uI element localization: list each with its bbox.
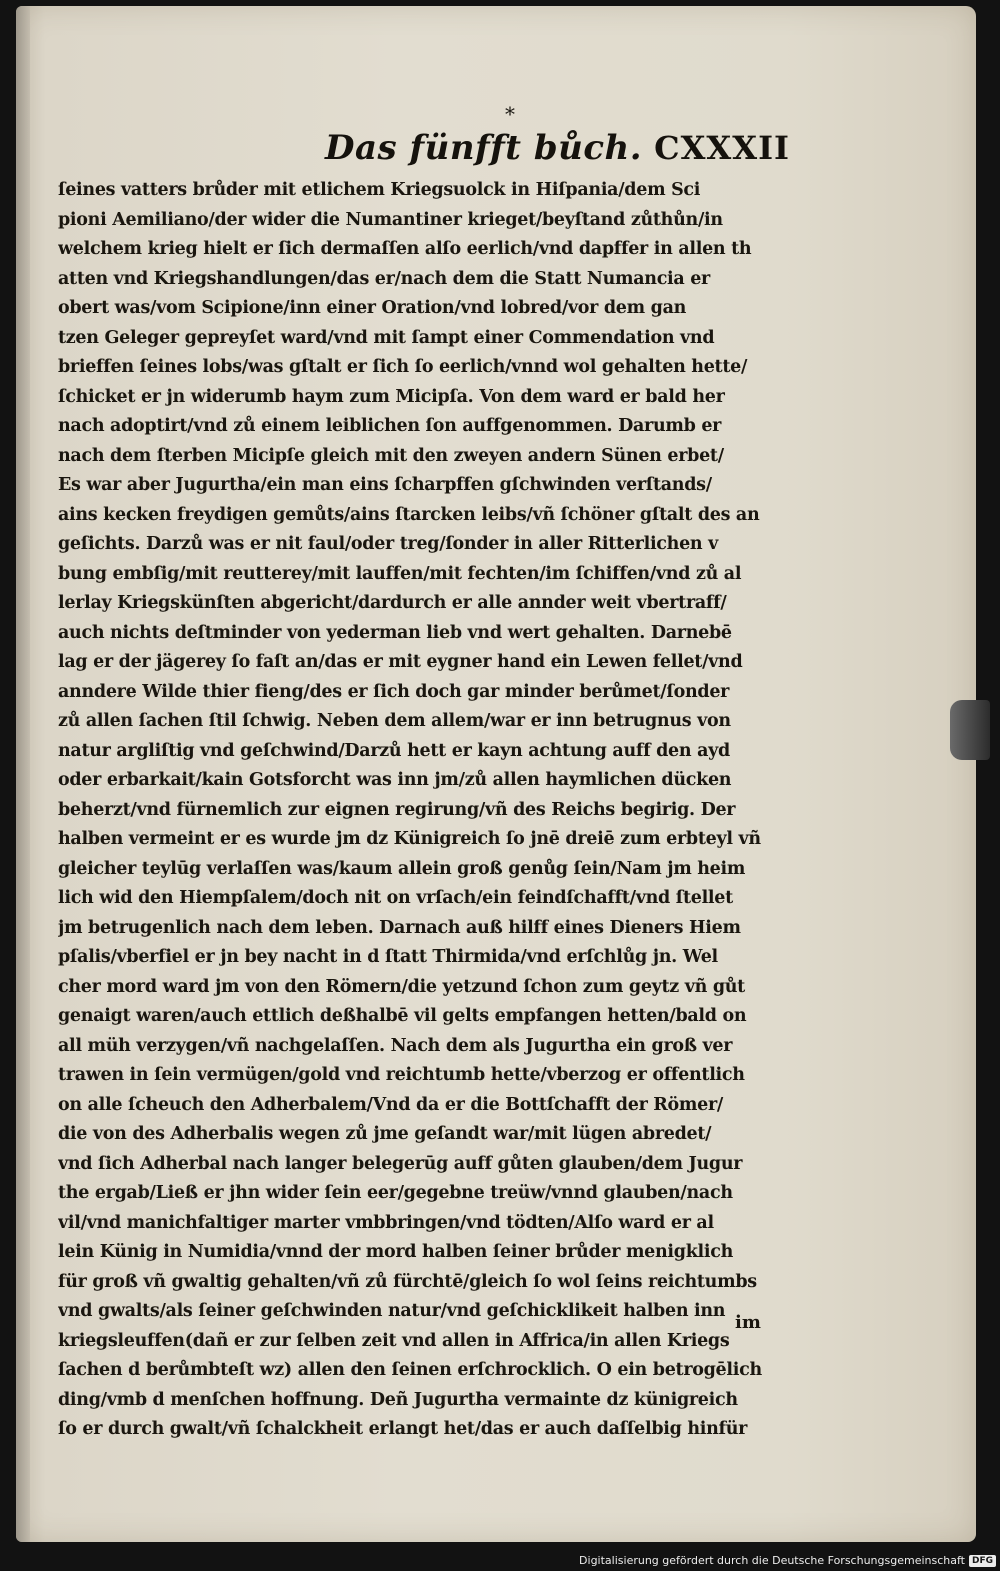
text-line: genaigt waren/auch ettlich deßhalbē vil gelts empfangen hetten/bald on [58,1006,747,1026]
text-line: die von des Adherbalis wegen zů jme geſandt war/mit lügen abredet/ [58,1124,712,1144]
page-gutter-shadow [16,6,30,1542]
text-line: ſchicket er jn widerumb haym zum Micipſa. Von dem ward er bald her [58,386,725,407]
text-line: all müh verzygen/vñ nachgelaſſen. Nach dem als Jugurtha ein groß ver [58,1035,733,1056]
text-line: tzen Geleger gepreyſet ward/vnd mit ſampt einer Commendation vnd [58,327,715,348]
text-line: ſo er durch gwalt/vñ ſchalckheit erlangt het/das er auch daſſelbig hinfür [58,1419,748,1439]
text-line: bung embſig/mit reutterey/mit lauffen/mit fechten/im ſchiffen/vnd zů al [58,563,742,584]
text-line: vil/vnd manichfaltiger marter vmbbringen/vnd tödten/Alſo ward er al [58,1212,714,1233]
text-line: anndere Wilde thier fieng/des er ſich doch gar minder berůmet/ſonder [58,681,730,702]
text-line: zů allen ſachen ſtil ſchwig. Neben dem allem/war er inn betrugnus von [58,711,731,731]
text-line: lein Künig in Numidia/vnnd der mord halben ſeiner brůder menigklich [58,1242,734,1262]
text-line: vnd ſich Adherbal nach langer belegerūg auff gůten glauben/dem Jugur [58,1153,743,1174]
catchword: im [735,1312,761,1333]
text-line: oder erbarkait/kain Gotsforcht was inn jm/zů allen haymlichen dücken [58,770,732,790]
text-line: lich wid den Hiempſalem/doch nit on vrſach/ein feindſchafft/vnd ſtellet [58,888,733,908]
text-line: ains kecken freydigen gemůts/ains ſtarcken leibs/vñ ſchöner gſtalt des an [58,504,760,525]
text-line: welchem krieg hielt er ſich dermaſſen alſo eerlich/vnd dapffer in allen th [58,239,752,259]
text-line: trawen in ſein vermügen/gold vnd reichtumb hette/vberzog er offentlich [58,1065,745,1085]
credit-text: Digitalisierung gefördert durch die Deutsche Forschungsgemeinschaft [579,1554,965,1567]
dfg-logo-icon: DFG [969,1555,996,1567]
text-line: cher mord ward jm von den Römern/die yetzund ſchon zum geytz vñ gůt [58,976,745,997]
text-line: ſeines vatters brůder mit etlichem Kriegsuolck in Hiſpania/dem Sci [58,180,701,200]
text-line: jm betrugenlich nach dem leben. Darnach auß hilff eines Dieners Hiem [58,917,741,938]
text-line: kriegsleuffen(dañ er zur ſelben zeit vnd allen in Affrica/in allen Kriegs [58,1330,730,1351]
text-line: brieffen ſeines lobs/was gſtalt er ſich ſo eerlich/vnnd wol gehalten hette/ [58,357,748,377]
text-line: pioni Aemiliano/der wider die Numantiner krieget/beyſtand zůthůn/in [58,209,723,230]
body-text [58,176,778,1445]
text-line: lag er der jägerey ſo faſt an/das er mit eygner hand ein Lewen fellet/vnd [58,652,743,672]
text-line: nach adoptirt/vnd zů einem leiblichen ſon auffgenommen. Darumb er [58,416,722,436]
running-title: Das fünfft bůch. [325,128,643,168]
text-line: lerlay Kriegskünſten abgericht/dardurch er alle annder weit vbertraff/ [58,593,727,613]
text-line: Es war aber Jugurtha/ein man eins ſcharpffen gſchwinden verſtands/ [58,475,712,495]
text-line: vnd gwalts/als ſeiner geſchwinden natur/vnd geſchicklikeit halben inn [58,1301,726,1321]
text-line: natur argliſtig vnd geſchwind/Darzů hett er kayn achtung auff den ayd [58,740,730,761]
text-line: obert was/vom Scipione/inn einer Oration/vnd lobred/vor dem gan [58,298,687,318]
text-line: ſachen d berůmbteſt wz) allen den ſeinen erſchrocklich. O ein betrogēlich [58,1360,762,1380]
text-line: nach dem ſterben Micipſe gleich mit den zweyen andern Sünen erbet/ [58,445,724,466]
text-line: geſichts. Darzů was er nit faul/oder treg/ſonder in aller Ritterlichen v [58,534,718,554]
text-line: on alle ſcheuch den Adherbalem/Vnd da er die Bottſchafft der Römer/ [58,1094,723,1115]
running-header [325,128,790,174]
folio-number: CXXXII [654,129,790,167]
text-line: ding/vmb d menſchen hoffnung. Deñ Jugurtha vermainte dz künigreich [58,1389,738,1410]
text-line: gleicher teylūg verlaſſen was/kaum allein groß genůg ſein/Nam jm heim [58,858,746,879]
text-line: für groß vñ gwaltig gehalten/vñ zů fürchtē/gleich ſo wol ſeins reichtumbs [58,1271,757,1292]
text-line: auch nichts deſtminder von yederman lieb vnd wert gehalten. Darnebē [58,622,732,643]
text-line: atten vnd Kriegshandlungen/das er/nach dem die Statt Numancia er [58,268,710,289]
text-line: halben vermeint er es wurde jm dz Künigreich ſo jnē dreiē zum erbteyl vñ [58,829,761,849]
text-line: the ergab/Ließ er jhn wider ſein eer/gegebne treüw/vnnd glauben/nach [58,1183,733,1203]
text-line: pſalis/vberfiel er jn bey nacht in d ſtatt Thirmida/vnd erſchlůg jn. Wel [58,947,718,967]
signature-mark: * [505,102,515,126]
digitization-credit [579,1554,996,1567]
text-line: beherzt/vnd fürnemlich zur eignen regirung/vñ des Reichs begirig. Der [58,799,736,820]
book-clamp [950,700,990,760]
